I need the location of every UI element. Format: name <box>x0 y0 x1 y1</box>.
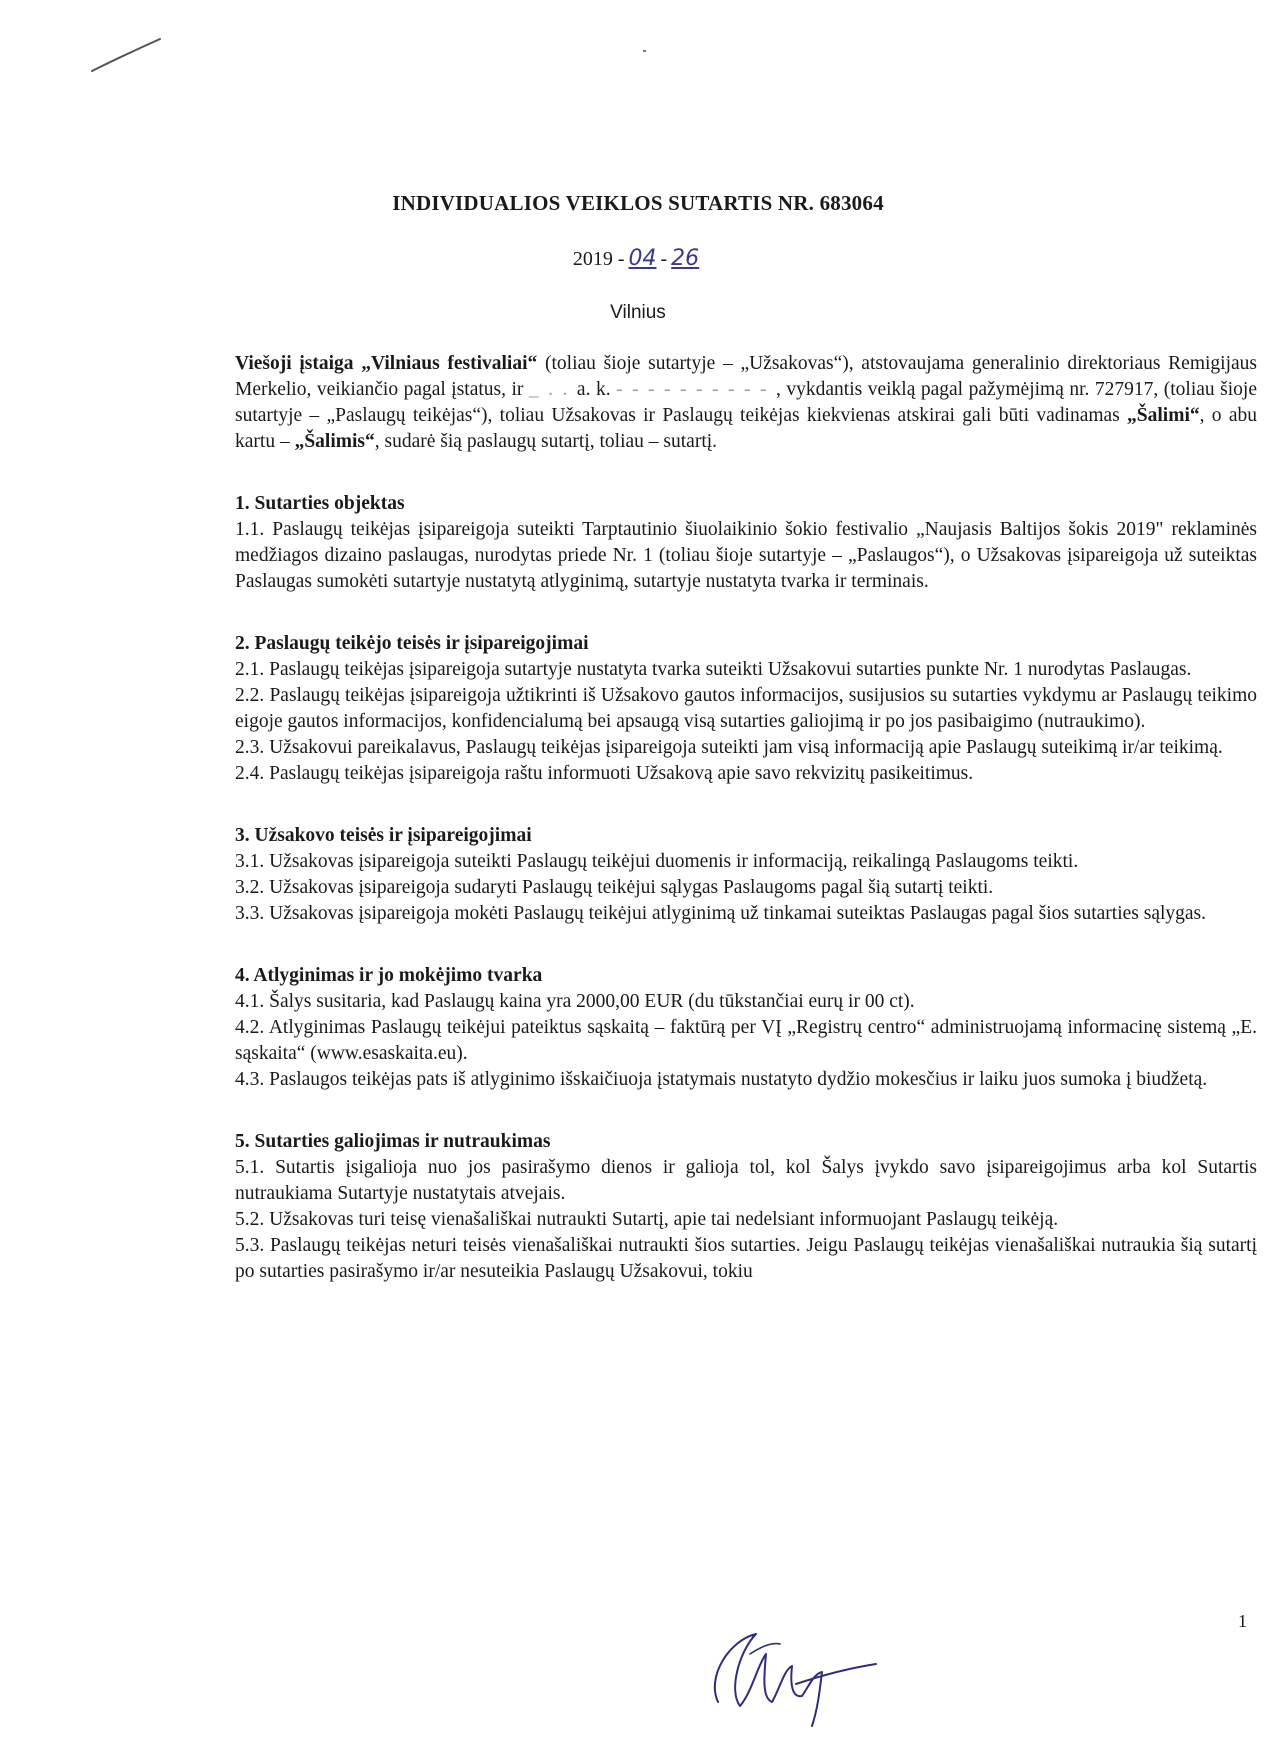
section-heading: 4. Atlyginimas ir jo mokėjimo tvarka <box>235 965 543 986</box>
clause: 3.3. Užsakovas įsipareigoja mokėti Paslaugų teikėjui atlyginimą už tinkamai suteiktas Paslaugas pagal šios sutarties sąlygas. <box>235 903 1207 924</box>
page-number: 1 <box>1238 1611 1247 1631</box>
signature-mark <box>700 1580 880 1730</box>
section-5 <box>235 1129 1257 1285</box>
intro-paragraph <box>235 351 1257 455</box>
clause: 2.2. Paslaugų teikėjas įsipareigoja užtikrinti iš Užsakovo gautos informacijos, susijusios su sutarties vykdymu ar Paslaugų teikimo eigoje gautos informacijos, konfidencialumą bei apsaugą visą sutarties galiojimą ir po jos pasibaigimo (nutraukimo). <box>235 685 1257 732</box>
section-2 <box>235 631 1257 787</box>
salimis-term: „Šalimis“ <box>294 431 375 452</box>
contract-date <box>0 246 1276 271</box>
date-year: 2019 - <box>572 248 625 270</box>
contract-city: Vilnius <box>610 302 666 323</box>
party1-name: Viešoji įstaiga „Vilniaus festivaliai“ <box>235 353 538 374</box>
date-day-handwritten: 26 <box>671 246 700 271</box>
section-heading: 5. Sutarties galiojimas ir nutraukimas <box>235 1131 551 1152</box>
contract-body <box>235 351 1257 1285</box>
section-heading: 1. Sutarties objektas <box>235 493 405 514</box>
clause: 1.1. Paslaugų teikėjas įsipareigoja suteikti Tarptautinio šiuolaikinio šokio festivalio „Naujasis Baltijos šokis 2019" reklaminės medžiagos dizaino paslaugas, nurodytas priede Nr. 1 (toliau šioje sutartyje – „Paslaugos“), o Užsakovas įsipareigoja už suteiktas Paslaugas sumokėti sutartyje nustatytą atlyginimą, sutartyje nustatyta tvarka ir terminais. <box>235 519 1257 592</box>
intro-text-e: , sudarė šią paslaugų sutartį, toliau – sutartį. <box>374 431 718 452</box>
clause: 2.4. Paslaugų teikėjas įsipareigoja raštu informuoti Užsakovą apie savo rekvizitų pasikeitimus. <box>235 763 974 784</box>
clause: 4.2. Atlyginimas Paslaugų teikėjui pateiktus sąskaitą – faktūrą per VĮ „Registrų centro“ administruojamą informacinę sistemą „E. sąskaita“ (www.esaskaita.eu). <box>235 1017 1257 1064</box>
scan-speck <box>643 50 646 52</box>
date-separator: - <box>660 248 668 270</box>
clause: 5.1. Sutartis įsigalioja nuo jos pasirašymo dienos ir galioja tol, kol Šalys įvykdo savo įsipareigojimus arba kol Sutartis nutraukiama Sutartyje nustatytais atvejais. <box>235 1157 1257 1204</box>
clause: 3.2. Užsakovas įsipareigoja sudaryti Paslaugų teikėjui sąlygas Paslaugoms pagal šią sutartį teikti. <box>235 877 994 898</box>
intro-text-d: , o abu kartu – <box>235 405 1257 452</box>
redacted-name: _ . . <box>528 379 577 400</box>
intro-text-b: a. k. <box>576 379 617 400</box>
contract-title: INDIVIDUALIOS VEIKLOS SUTARTIS NR. 683064 <box>392 191 884 215</box>
section-3 <box>235 823 1257 927</box>
salimi-term: „Šalimi“ <box>1127 405 1200 426</box>
intro-text-c: , vykdantis veiklą pagal pažymėjimą nr. 727917, (toliau šioje sutartyje – „Paslaugų teikėjas“), toliau Užsakovas ir Paslaugų teikėjas kiekvienas atskirai gali būti vadinamas <box>235 379 1258 426</box>
clause: 3.1. Užsakovas įsipareigoja suteikti Paslaugų teikėjui duomenis ir informaciją, reikalingą Paslaugoms teikti. <box>235 851 1079 872</box>
section-1 <box>235 491 1257 595</box>
clause: 4.3. Paslaugos teikėjas pats iš atlyginimo išskaičiuoja įstatymais nustatyto dydžio mokesčius ir laiku juos sumoka į biudžetą. <box>235 1069 1208 1090</box>
clause: 4.1. Šalys susitaria, kad Paslaugų kaina yra 2000,00 EUR (du tūkstančiai eurų ir 00 ct). <box>235 991 915 1012</box>
clause: 2.3. Užsakovui pareikalavus, Paslaugų teikėjas įsipareigoja suteikti jam visą informaciją apie Paslaugų suteikimą ir/ar teikimą. <box>235 737 1223 758</box>
redacted-code: - - - - - - - - - - <box>616 379 776 400</box>
date-month-handwritten: 04 <box>628 246 657 271</box>
intro-text-a: (toliau šioje sutartyje – „Užsakovas“), atstovaujama generalinio direktoriaus Remigijaus Merkelio, veikiančio pagal įstatus, ir <box>235 353 1257 400</box>
section-heading: 2. Paslaugų teikėjo teisės ir įsipareigojimai <box>235 633 589 654</box>
clause: 5.3. Paslaugų teikėjas neturi teisės vienašališkai nutraukti šios sutarties. Jeigu Paslaugų teikėjas vienašališkai nutraukia šią sutartį po sutarties pasirašymo ir/ar nesuteikia Paslaugų Užsakovui, tokiu <box>235 1235 1257 1282</box>
clause: 5.2. Užsakovas turi teisę vienašališkai nutraukti Sutartį, apie tai nedelsiant informuojant Paslaugų teikėją. <box>235 1209 1059 1230</box>
section-4 <box>235 963 1257 1093</box>
section-heading: 3. Užsakovo teisės ir įsipareigojimai <box>235 825 532 846</box>
pen-stroke-mark <box>90 35 170 75</box>
clause: 2.1. Paslaugų teikėjas įsipareigoja sutartyje nustatyta tvarka suteikti Užsakovui sutarties punkte Nr. 1 nurodytas Paslaugas. <box>235 659 1192 680</box>
